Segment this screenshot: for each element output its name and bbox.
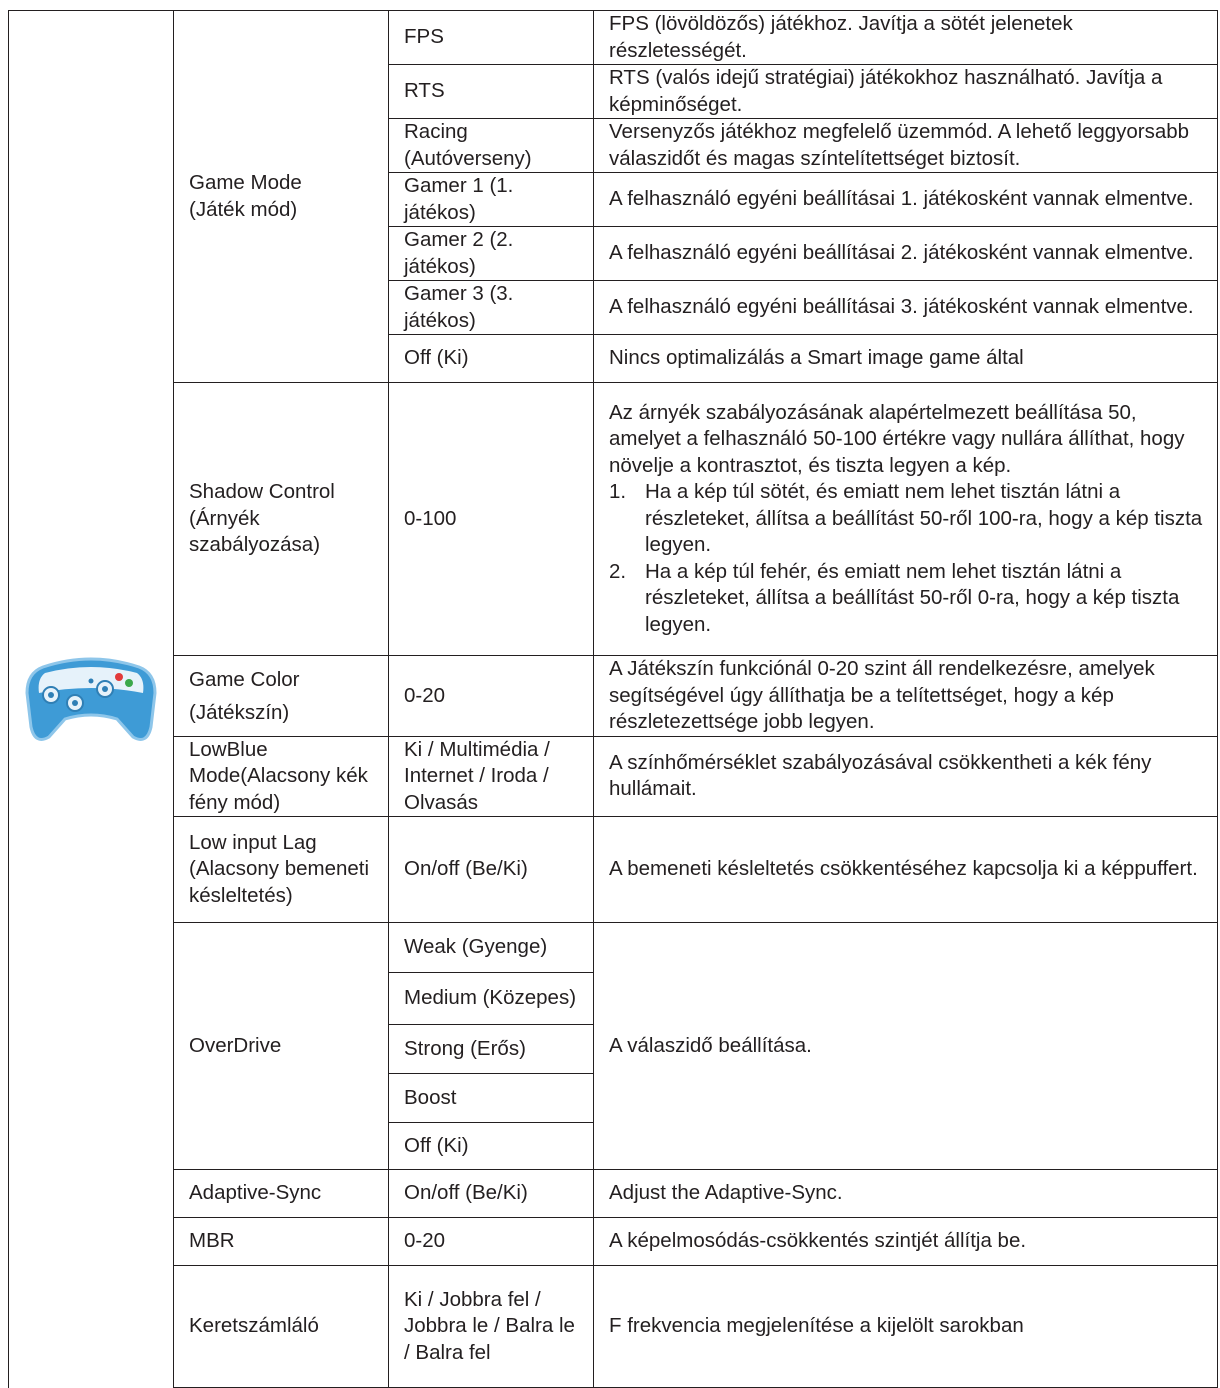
overdrive-description: A válaszidő beállítása.: [594, 923, 1218, 1170]
gamepad-icon: [21, 649, 161, 749]
shadow-control-description: [594, 383, 1218, 656]
low-input-lag-description: A bemeneti késleltetés csökkentéséhez kapcsolja ki a képpuffert.: [594, 817, 1218, 923]
adaptive-sync-setting-cell: Adaptive-Sync: [174, 1170, 389, 1218]
table-row: [9, 656, 1218, 737]
game-mode-option: Gamer 2 (2. játékos): [389, 227, 594, 281]
frame-counter-value: Ki / Jobbra fel / Jobbra le / Balra le / Balra fel: [389, 1266, 594, 1388]
low-input-lag-setting-cell: Low input Lag (Alacsony bemeneti késleltetés): [174, 817, 389, 923]
game-mode-description: FPS (lövöldözős) játékhoz. Javítja a sötét jelenetek részletességét.: [594, 11, 1218, 65]
list-item: [609, 479, 1207, 559]
mbr-setting-cell: MBR: [174, 1218, 389, 1266]
table-row: [9, 11, 1218, 65]
list-item: [609, 559, 1207, 639]
game-color-description: A Játékszín funkciónál 0-20 szint áll rendelkezésre, amelyek segítségével úgy állíthatja be a telítettséget, hogy a kép részletezettsége jobb legyen.: [594, 656, 1218, 737]
table-row: [9, 817, 1218, 923]
game-mode-option: Gamer 1 (1. játékos): [389, 173, 594, 227]
lowblue-value: Ki / Multimédia / Internet / Iroda / Olvasás: [389, 736, 594, 817]
mbr-value: 0-20: [389, 1218, 594, 1266]
game-mode-description: A felhasználó egyéni beállításai 2. játékosként vannak elmentve.: [594, 227, 1218, 281]
table-row: [9, 383, 1218, 656]
shadow-control-intro: Az árnyék szabályozásának alapértelmezett beállítása 50, amelyet a felhasználó 50-100 értékre vagy nullára állíthat, hogy növelje a kontrasztot, és tiszta legyen a kép.: [609, 400, 1185, 477]
lowblue-setting-cell: LowBlue Mode(Alacsony kék fény mód): [174, 736, 389, 817]
game-mode-setting-cell: Game Mode (Játék mód): [174, 11, 389, 383]
overdrive-option: Medium (Közepes): [389, 973, 594, 1025]
overdrive-setting-cell: OverDrive: [174, 923, 389, 1170]
mbr-description: A képelmosódás-csökkentés szintjét állítja be.: [594, 1218, 1218, 1266]
frame-counter-description: F frekvencia megjelenítése a kijelölt sarokban: [594, 1266, 1218, 1388]
overdrive-option: Weak (Gyenge): [389, 923, 594, 973]
shadow-control-value: 0-100: [389, 383, 594, 656]
list-number: 1.: [609, 480, 627, 504]
game-color-setting-line: (Játékszín): [189, 700, 290, 724]
list-text: Ha a kép túl sötét, és emiatt nem lehet tisztán látni a részleteket, állítsa a beállítást 50-ről 100-ra, hogy a kép tiszta legyen.: [645, 480, 1203, 557]
settings-table: [8, 10, 1218, 1388]
game-color-setting-line: Game Color: [189, 667, 300, 691]
table-row: [9, 923, 1218, 973]
table-row: [9, 1170, 1218, 1218]
adaptive-sync-value: On/off (Be/Ki): [389, 1170, 594, 1218]
game-mode-option: Gamer 3 (3. játékos): [389, 281, 594, 335]
list-number: 2.: [609, 559, 627, 583]
frame-counter-setting-cell: Keretszámláló: [174, 1266, 389, 1388]
table-row: [9, 736, 1218, 817]
overdrive-option: Strong (Erős): [389, 1025, 594, 1074]
low-input-lag-value: On/off (Be/Ki): [389, 817, 594, 923]
icon-cell: [9, 11, 174, 1388]
table-row: [9, 1266, 1218, 1388]
game-mode-option: RTS: [389, 65, 594, 119]
lowblue-description: A színhőmérséklet szabályozásával csökkentheti a kék fény hullámait.: [594, 736, 1218, 817]
shadow-control-setting-cell: Shadow Control (Árnyék szabályozása): [174, 383, 389, 656]
game-mode-option: Racing (Autóverseny): [389, 119, 594, 173]
game-mode-description: A felhasználó egyéni beállításai 1. játékosként vannak elmentve.: [594, 173, 1218, 227]
table-row: [9, 1218, 1218, 1266]
game-mode-option: Off (Ki): [389, 335, 594, 383]
overdrive-option: Boost: [389, 1074, 594, 1123]
game-color-value: 0-20: [389, 656, 594, 737]
game-mode-description: Versenyzős játékhoz megfelelő üzemmód. A lehető leggyorsabb válaszidőt és magas színtelítettséget biztosít.: [594, 119, 1218, 173]
game-mode-description: Nincs optimalizálás a Smart image game által: [594, 335, 1218, 383]
game-mode-description: A felhasználó egyéni beállításai 3. játékosként vannak elmentve.: [594, 281, 1218, 335]
shadow-control-list: [609, 479, 1207, 638]
list-text: Ha a kép túl fehér, és emiatt nem lehet tisztán látni a részleteket, állítsa a beállítást 50-ről 0-ra, hogy a kép tiszta legyen.: [645, 559, 1180, 636]
game-mode-option: FPS: [389, 11, 594, 65]
adaptive-sync-description: Adjust the Adaptive-Sync.: [594, 1170, 1218, 1218]
game-color-setting-cell: [174, 656, 389, 737]
overdrive-option: Off (Ki): [389, 1123, 594, 1170]
game-mode-description: RTS (valós idejű stratégiai) játékokhoz használható. Javítja a képminőséget.: [594, 65, 1218, 119]
